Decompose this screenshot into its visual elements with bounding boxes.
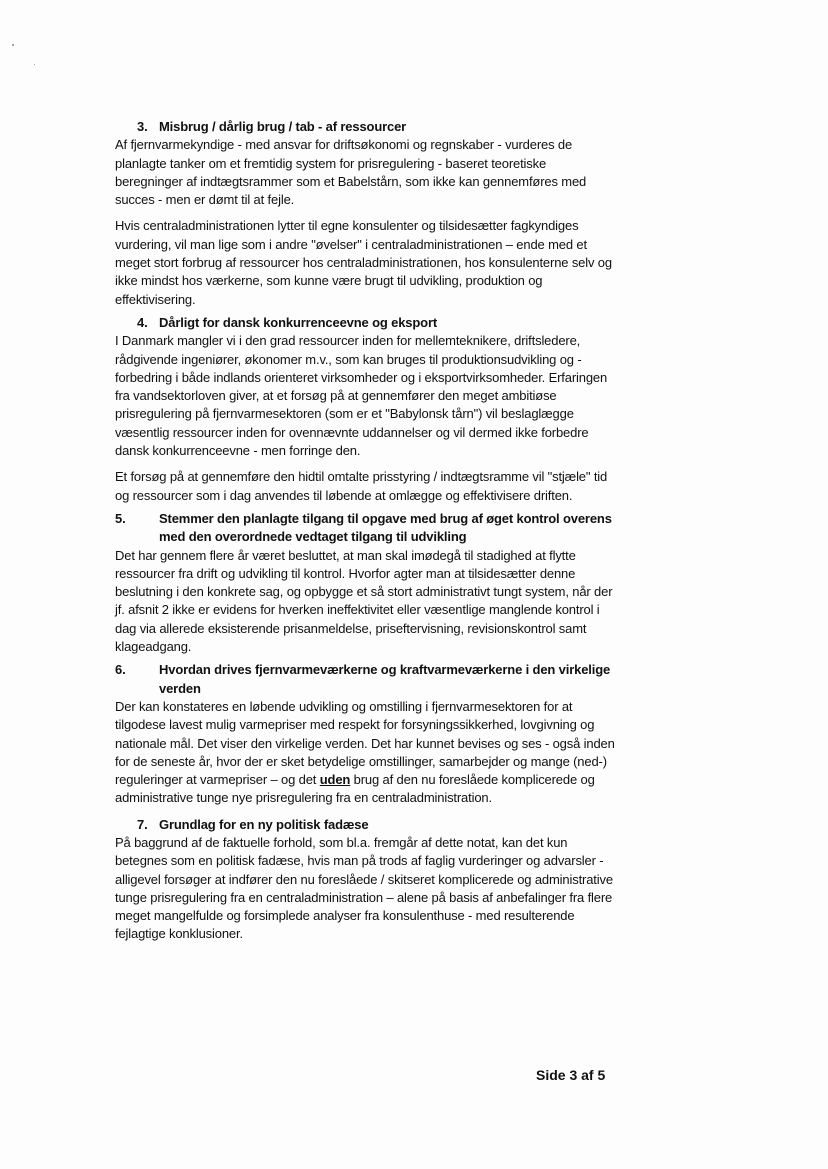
paragraph: Af fjernvarmekyndige - med ansvar for driftsøkonomi og regnskaber - vurderes de planlagte tanker om et fremtidig system for prisregulering - baseret teoretiske beregninger af indtægtsrammer som et Babelstårn, som ikke kan gennemføres med succes - men er dømt til at fejle.: [115, 137, 587, 208]
section-number: 5.: [115, 510, 126, 526]
scan-speck: [34, 64, 35, 65]
paragraph-text: brug af den nu foreslåede komplicerede og administrative tunge nye prisregulering fra en centraladministration.: [115, 772, 595, 806]
page-number: Side 3 af 5: [536, 1067, 606, 1083]
section-heading-4: [115, 314, 615, 332]
section-heading-6: [115, 661, 615, 698]
section-number: 6.: [115, 662, 126, 678]
section-heading-5: [115, 510, 615, 547]
section-title: Grundlag for en ny politisk fadæse: [159, 816, 369, 832]
paragraph: Hvis centraladministrationen lytter til egne konsulenter og tilsidesætter fagkyndiges vurdering, vil man lige som i andre "øvelser" i centraladministrationen – ende med et meget stort forbrug af ressourcer hos centraladministrationen, hos konsulenterne selv og ikke mindst hos værkerne, som kunne være brugt til udvikling, produktion og effektivisering.: [115, 218, 612, 307]
document-body: [115, 118, 615, 944]
paragraph: På baggrund af de faktuelle forhold, som bl.a. fremgår af dette notat, kan det kun betegnes som en politisk fadæse, hvis man på trods af faglig vurderinger og advarsler - alligevel forsøger at indfører den nu foreslåede / skitseret komplicerede og administrative tunge prisregulering fra en centraladministration – alene på basis af anbefalinger fra flere meget mangelfulde og forsimplede analyser fra konsulenthuse - med resulterende fejlagtige konklusioner.: [115, 834, 613, 942]
paragraph: I Danmark mangler vi i den grad ressourcer inden for mellemteknikere, driftsledere, rådgivende ingeniører, økonomer m.v., som kan bruges til produktionsudvikling og -forbedring i både indlands orienteret virksomheder og i eksportvirksomheder. Erfaringen fra vandsektorloven giver, at et forsøg på at gennemfører den meget ambitiøse prisregulering på fjernvarmesektoren (som er et "Babylonsk tårn") vil beslaglægge væsentlig ressourcer inden for ovennævnte uddannelser og vil dermed ikke forbedre dansk konkurrenceevne - men forringe den.: [115, 333, 608, 459]
section-number: 3.: [137, 119, 148, 134]
section-title: Misbrug / dårlig brug / tab - af ressourcer: [159, 119, 407, 134]
scan-speck: [12, 44, 14, 46]
section-title: Hvordan drives fjernvarmeværkerne og kraftvarmeværkerne i den virkelige verden: [159, 662, 611, 696]
emphasis-text: uden: [319, 772, 351, 788]
section-number: 7.: [137, 816, 148, 832]
paragraph: [115, 698, 615, 808]
section-title: Dårligt for dansk konkurrenceevne og eksport: [159, 314, 438, 330]
section-title: Stemmer den planlagte tilgang til opgave med brug af øget kontrol overens med den overordnede vedtaget tilgang til udvikling: [159, 510, 612, 545]
section-number: 4.: [137, 314, 148, 330]
paragraph: Det har gennem flere år været besluttet, at man skal imødegå til stadighed at flytte ressourcer fra drift og udvikling til kontrol. Hvorfor agter man at tilsidesætter denne beslutning i den konkrete sag, og opbygge et så stort administrativt tungt system, når der jf. afsnit 2 ikke er evidens for hverken ineffektivitet eller væsentlige manglende kontrol i dag via allerede eksisterende prisanmeldelse, priseftervisning, revisionskontrol samt klageadgang.: [115, 547, 613, 655]
section-heading-7: [115, 816, 615, 834]
paragraph-text: Der kan konstateres en løbende udvikling og omstilling i fjernvarmesektoren for at tilgodese lavest mulig varmepriser med respekt for forsyningssikkerhed, lovgivning og nationale mål. Det viser den virkelige verden. Det har kunnet bevises og ses - også inden for de seneste år, hvor der er sket betydelige omstillinger, samarbejder og mange (ned-) reguleringer at varmepriser – og det: [115, 698, 615, 788]
section-heading-3: [115, 118, 615, 136]
paragraph: Et forsøg på at gennemføre den hidtil omtalte prisstyring / indtægtsramme vil "stjæle" tid og ressourcer som i dag anvendes til løbende at omlægge og effektivisere driften.: [115, 469, 608, 503]
